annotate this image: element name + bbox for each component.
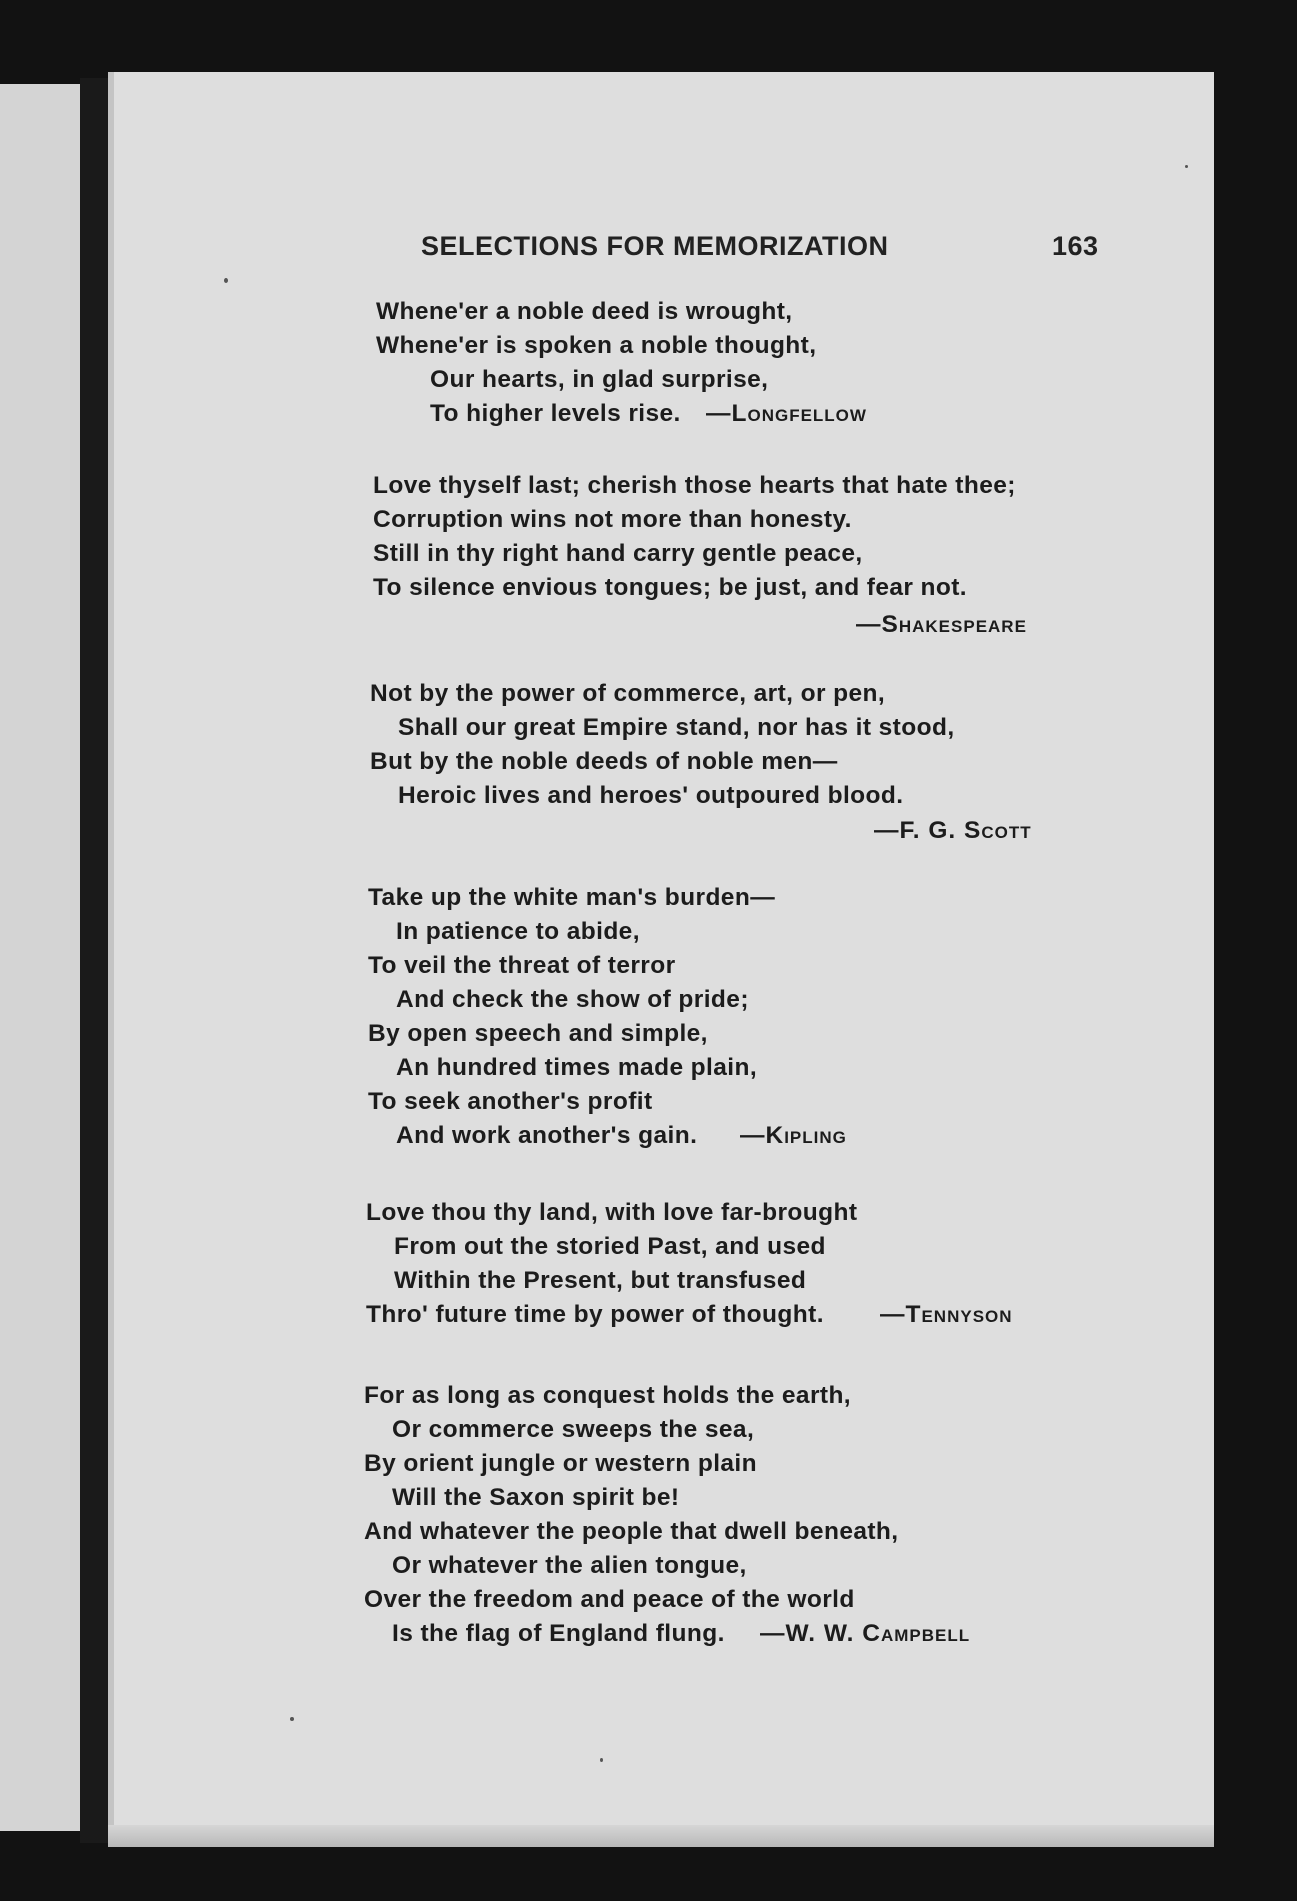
poem-line: Love thyself last; cherish those hearts that hate thee;: [373, 472, 1016, 499]
poem-line: To silence envious tongues; be just, and fear not.: [373, 574, 968, 601]
page-bottom-edge: [108, 1825, 1214, 1847]
scan-speck: [224, 278, 228, 283]
poem-line: And work another's gain.: [396, 1122, 698, 1149]
poem-line: Whene'er is spoken a noble thought,: [376, 332, 817, 359]
poem-line: But by the noble deeds of noble men—: [370, 748, 838, 775]
scan-speck: [1185, 165, 1188, 168]
poem-author: —Shakespeare: [856, 611, 1027, 638]
poem-line: Thro' future time by power of thought.: [366, 1301, 824, 1328]
poem-line: In patience to abide,: [396, 918, 640, 945]
poem-line: By orient jungle or western plain: [364, 1450, 758, 1477]
poem-line: Heroic lives and heroes' outpoured blood.: [398, 782, 904, 809]
left-page-edge: [0, 84, 80, 1831]
poem-author: —F. G. Scott: [874, 817, 1032, 844]
poem-author: —Tennyson: [880, 1301, 1013, 1328]
poem-author: —Longfellow: [706, 400, 867, 427]
poem-line: Our hearts, in glad surprise,: [430, 366, 769, 393]
poem-line: And whatever the people that dwell beneath,: [364, 1518, 899, 1545]
poem-line: To higher levels rise.: [430, 400, 681, 427]
poem-line: To veil the threat of terror: [368, 952, 676, 979]
poem-line: Within the Present, but transfused: [394, 1267, 807, 1294]
scan-speck: [290, 1717, 294, 1721]
poem-line: To seek another's profit: [368, 1088, 653, 1115]
poem-line: Love thou thy land, with love far-brought: [366, 1199, 858, 1226]
poem-line: Or commerce sweeps the sea,: [392, 1416, 755, 1443]
poem-line: By open speech and simple,: [368, 1020, 708, 1047]
poem-line: Or whatever the alien tongue,: [392, 1552, 747, 1579]
poem-line: For as long as conquest holds the earth,: [364, 1382, 852, 1409]
poem-line: Not by the power of commerce, art, or pen,: [370, 680, 886, 707]
poem-author: —W. W. Campbell: [760, 1620, 971, 1647]
poem-line: From out the storied Past, and used: [394, 1233, 826, 1260]
poem-line: And check the show of pride;: [396, 986, 749, 1013]
poem-line: Still in thy right hand carry gentle peace,: [373, 540, 863, 567]
page-number: 163: [1052, 231, 1099, 261]
poem-line: Will the Saxon spirit be!: [392, 1484, 680, 1511]
scan-speck: [600, 1758, 603, 1762]
poem-line: Shall our great Empire stand, nor has it stood,: [398, 714, 955, 741]
poem-line: Whene'er a noble deed is wrought,: [376, 298, 793, 325]
running-header-title: SELECTIONS FOR MEMORIZATION: [421, 231, 889, 261]
poem-author: —Kipling: [740, 1122, 847, 1149]
poem-line: Corruption wins not more than honesty.: [373, 506, 852, 533]
poem-line: Is the flag of England flung.: [392, 1620, 725, 1647]
poem-line: Over the freedom and peace of the world: [364, 1586, 855, 1613]
book-spine: [80, 78, 108, 1843]
poem-line: An hundred times made plain,: [396, 1054, 758, 1081]
poem-line: Take up the white man's burden—: [368, 884, 776, 911]
